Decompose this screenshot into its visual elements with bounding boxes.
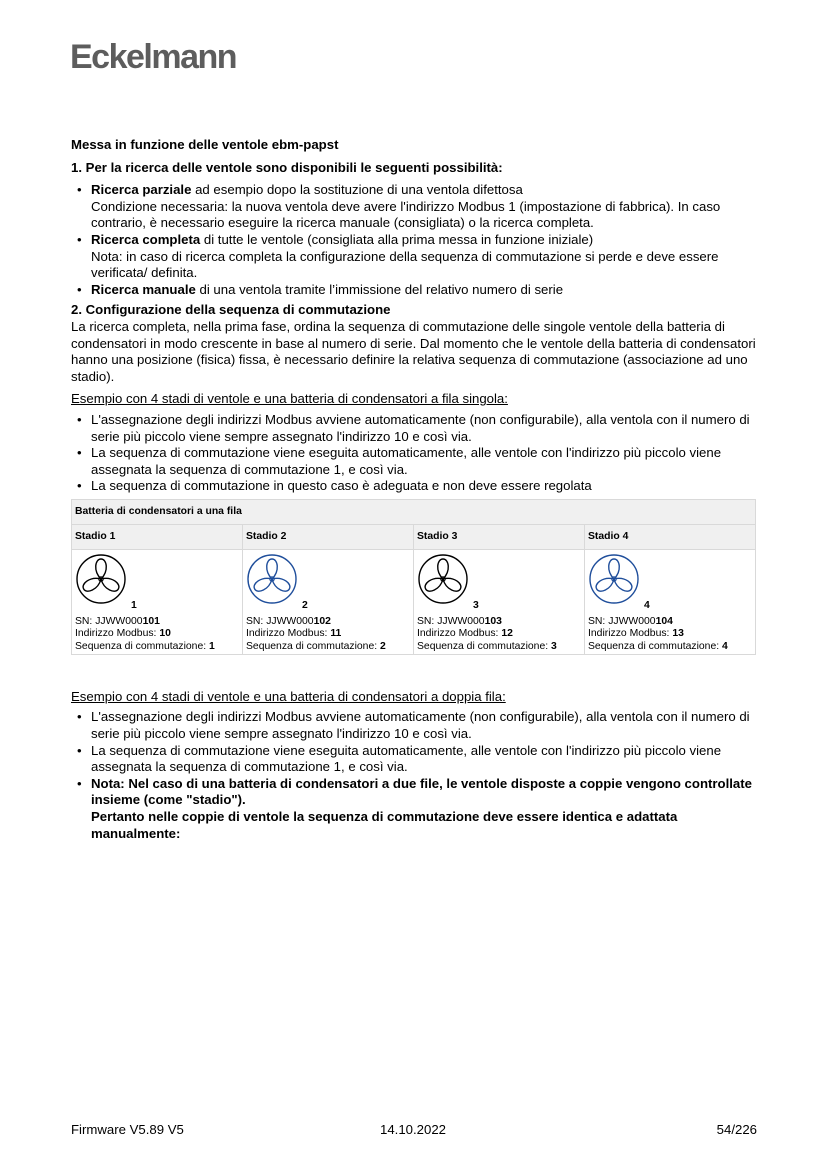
serial-number: SN: JJWW000101 — [75, 615, 160, 627]
stage-header: Stadio 3 — [414, 524, 585, 549]
modbus-address: Indirizzo Modbus: 10 — [75, 628, 171, 640]
item-text: ad esempio dopo la sostituzione di una ventola difettosa — [191, 182, 523, 198]
fan-diagram — [75, 553, 239, 611]
example1-list — [71, 412, 761, 495]
fan-icon — [246, 553, 300, 607]
list-item: • La sequenza di commutazione viene eseguita automaticamente, alle ventole con l'indirizzo più piccolo viene assegnata la sequenza di commutazione 1, e così via. — [71, 445, 761, 478]
fan-number: 1 — [131, 599, 137, 611]
stage-cell — [243, 549, 414, 654]
stage-cell — [585, 549, 756, 654]
item-text: di tutte le ventole (consigliata alla prima messa in funzione iniziale) — [200, 231, 594, 247]
example2-title: Esempio con 4 stadi di ventole e una batteria di condensatori a doppia fila: — [71, 688, 506, 704]
fan-icon — [75, 553, 129, 607]
list-item-manual-search — [71, 282, 761, 299]
stage-cell — [414, 549, 585, 654]
list-item: • L'assegnazione degli indirizzi Modbus avviene automaticamente (non configurabile), alla ventola con il numero di serie più piccolo viene sempre assegnato l'indirizzo 10 e così via. — [71, 412, 761, 445]
example2-list — [71, 709, 761, 842]
serial-number: SN: JJWW000104 — [588, 615, 673, 627]
fan-stage-table — [71, 499, 756, 655]
fan-number: 4 — [644, 599, 650, 611]
modbus-address: Indirizzo Modbus: 13 — [588, 628, 684, 640]
page-footer — [71, 1122, 757, 1140]
example1-title: Esempio con 4 stadi di ventole e una batteria di condensatori a fila singola: — [71, 391, 508, 407]
section-title: Messa in funzione delle ventole ebm-papst — [71, 137, 339, 152]
fan-diagram — [246, 553, 410, 611]
fan-info — [588, 616, 752, 653]
term-manual-search: Ricerca manuale — [91, 281, 196, 297]
serial-number: SN: JJWW000102 — [246, 615, 331, 627]
term-full-search: Ricerca completa — [91, 231, 201, 247]
footer-page-number: 54/226 — [716, 1122, 757, 1137]
table-caption: Batteria di condensatori a una fila — [72, 499, 756, 524]
list-item-full-search — [71, 232, 761, 282]
item-text: di una ventola tramite l’immissione del relativo numero di serie — [195, 281, 564, 297]
fan-diagram — [417, 553, 581, 611]
fan-icon — [588, 553, 642, 607]
item-note: Condizione necessaria: la nuova ventola deve avere l'indirizzo Modbus 1 (impostazione di fabbrica). In caso contrario, è necessario eseguire la ricerca manuale (consigliata) o la ricerca completa. — [91, 198, 721, 231]
stage-header: Stadio 4 — [585, 524, 756, 549]
fan-number: 2 — [302, 599, 308, 611]
item-note: Nota: in caso di ricerca completa la configurazione della sequenza di commutazione si perde e deve essere verificata/ definita. — [91, 248, 719, 281]
switching-sequence: Sequenza di commutazione: 1 — [75, 640, 215, 652]
fan-info — [246, 616, 410, 653]
switching-sequence: Sequenza di commutazione: 2 — [246, 640, 386, 652]
list-item-note — [71, 776, 761, 842]
section1-heading: 1. Per la ricerca delle ventole sono disponibili le seguenti possibilità: — [71, 159, 503, 175]
fan-info — [417, 616, 581, 653]
search-options-list — [71, 182, 761, 298]
section2-body: La ricerca completa, nella prima fase, ordina la sequenza di commutazione delle singole ventole della batteria di condensatori in modo crescente in base al numero di serie. Dal momento che le ventole della batteria di condensatori hanno una posizione (fisica) fissa, è necessario definire la relativa sequenza di commutazione (associazione ad uno stadio). — [71, 318, 756, 384]
stage-cell — [72, 549, 243, 654]
stage-header: Stadio 1 — [72, 524, 243, 549]
modbus-address: Indirizzo Modbus: 12 — [417, 628, 513, 640]
stage-header: Stadio 2 — [243, 524, 414, 549]
note-bold-1: Nota: Nel caso di una batteria di condensatori a due file, le ventole disposte a coppie vengono controllate insieme (come "stadio"). — [91, 775, 752, 808]
note-bold-2: Pertanto nelle coppie di ventole la sequenza di commutazione deve essere identica e adattata manualmente: — [91, 809, 678, 841]
fan-diagram — [588, 553, 752, 611]
term-partial-search: Ricerca parziale — [91, 182, 192, 198]
list-item-partial-search — [71, 182, 761, 232]
fan-number: 3 — [473, 599, 479, 611]
footer-date: 14.10.2022 — [380, 1122, 447, 1137]
footer-firmware: Firmware V5.89 V5 — [71, 1122, 184, 1137]
eckelmann-logo: Eckelmann — [70, 38, 237, 76]
modbus-address: Indirizzo Modbus: 11 — [246, 628, 342, 640]
list-item: • L'assegnazione degli indirizzi Modbus avviene automaticamente (non configurabile), alla ventola con il numero di serie più piccolo viene sempre assegnato l'indirizzo 10 e così via. — [71, 709, 761, 742]
fan-info — [75, 616, 239, 653]
fan-icon — [417, 553, 471, 607]
list-item: • La sequenza di commutazione in questo caso è adeguata e non deve essere regolata — [71, 478, 761, 495]
switching-sequence: Sequenza di commutazione: 3 — [417, 640, 557, 652]
serial-number: SN: JJWW000103 — [417, 615, 502, 627]
document-content — [71, 137, 761, 846]
list-item: • La sequenza di commutazione viene eseguita automaticamente, alle ventole con l'indirizzo più piccolo viene assegnata la sequenza di commutazione 1, e così via. — [71, 743, 761, 776]
switching-sequence: Sequenza di commutazione: 4 — [588, 640, 728, 652]
section2-heading: 2. Configurazione della sequenza di commutazione — [71, 302, 391, 318]
